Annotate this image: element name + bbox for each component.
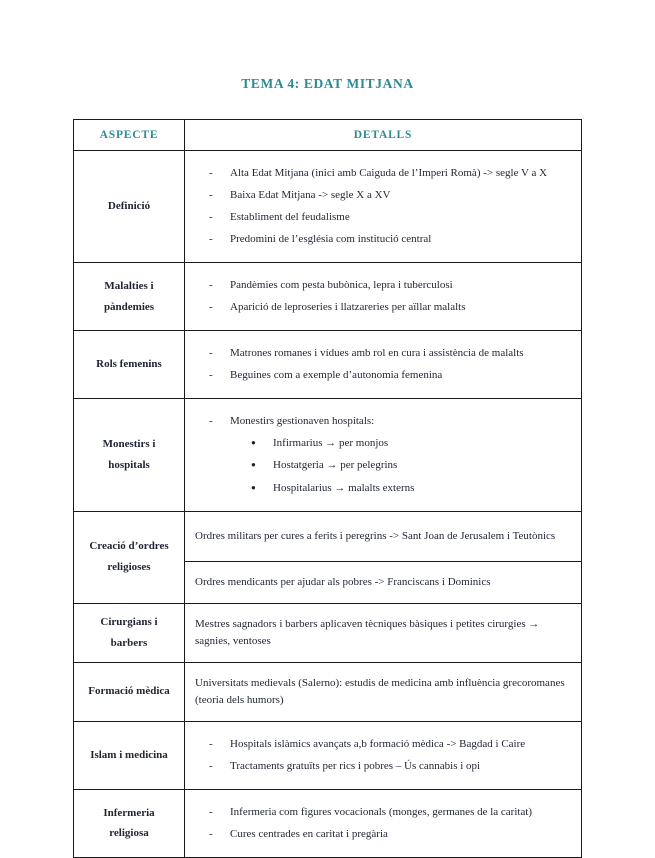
detail-item: - Tractaments gratuïts per rics i pobres – Ús cannabis i opi [185, 758, 569, 775]
table-row-rols-femenins [74, 331, 582, 399]
aspect-cell: Islam i medicina [74, 721, 185, 789]
detail-item: - Alta Edat Mitjana (inici amb Caiguda de l’Imperi Romà) -> segle V a X [185, 165, 569, 182]
details-cell [185, 331, 582, 399]
details-cell [185, 263, 582, 331]
table-row-islam [74, 721, 582, 789]
table-header-row [74, 120, 582, 151]
detail-sub-item: ● Infirmarius → per monjos [185, 435, 569, 452]
aspect-cell: Malalties i pàndemies [74, 263, 185, 331]
detail-item: - Matrones romanes i vídues amb rol en cura i assistència de malalts [185, 345, 569, 362]
detail-sub-item: ● Hospitalarius → malalts externs [185, 480, 569, 497]
table-row-infermeria [74, 789, 582, 857]
details-cell [185, 561, 582, 603]
header-cell-detalls: DETALLS [185, 120, 582, 151]
table-row-ordres-1 [74, 511, 582, 561]
detail-item: - Baixa Edat Mitjana -> segle X a XV [185, 187, 569, 204]
detail-item: - Beguines com a exemple d’autonomia femenina [185, 367, 569, 384]
details-cell [185, 511, 582, 561]
content-table [73, 119, 582, 858]
detail-item: - Aparició de leproseries i llatzareries per aïllar malalts [185, 299, 569, 316]
details-cell [185, 789, 582, 857]
table-row-cirurgians [74, 603, 582, 662]
details-cell [185, 603, 582, 662]
details-cell [185, 399, 582, 511]
detail-sub-item: ● Hostatgeria → per pelegrins [185, 457, 569, 474]
detail-paragraph: Ordres militars per cures a ferits i peregrins -> Sant Joan de Jerusalem i Teutònics [195, 529, 556, 542]
table-row-monestirs [74, 399, 582, 511]
aspect-cell: Creació d’ordres religioses [74, 511, 185, 603]
aspect-cell: Rols femenins [74, 331, 185, 399]
aspect-cell: Infermeria religiosa [74, 789, 185, 857]
aspect-cell: Definició [74, 151, 185, 263]
detail-item: - Infermeria com figures vocacionals (monges, germanes de la caritat) [185, 804, 569, 821]
detail-paragraph: Universitats medievals (Salerno): estudis de medicina amb influència grecoromanes (teoria dels humors) [195, 676, 565, 706]
detail-paragraph: Mestres sagnadors i barbers aplicaven tècniques bàsiques i petites cirurgies → sagnies, ventoses [195, 617, 540, 647]
detail-item: - Monestirs gestionaven hospitals: [185, 413, 569, 430]
details-cell [185, 151, 582, 263]
table-row-formacio [74, 662, 582, 721]
header-cell-aspecte: ASPECTE [74, 120, 185, 151]
page-title: TEMA 4: EDAT MITJANA [241, 76, 414, 91]
detail-item: - Cures centrades en caritat i pregària [185, 826, 569, 843]
detail-item: - Predomini de l’església com institució central [185, 231, 569, 248]
aspect-cell: Formació mèdica [74, 662, 185, 721]
table-row-malalties [74, 263, 582, 331]
table-row-definicio [74, 151, 582, 263]
detail-item: - Hospitals islàmics avançats a,b formació mèdica -> Bagdad i Caire [185, 736, 569, 753]
detail-item: - Establiment del feudalisme [185, 209, 569, 226]
aspect-cell: Cirurgians i barbers [74, 603, 185, 662]
details-cell [185, 662, 582, 721]
details-cell [185, 721, 582, 789]
detail-paragraph: Ordres mendicants per ajudar als pobres -> Franciscans i Dominics [195, 575, 491, 588]
detail-item: - Pandèmies com pesta bubònica, lepra i tuberculosi [185, 277, 569, 294]
aspect-cell: Monestirs i hospitals [74, 399, 185, 511]
